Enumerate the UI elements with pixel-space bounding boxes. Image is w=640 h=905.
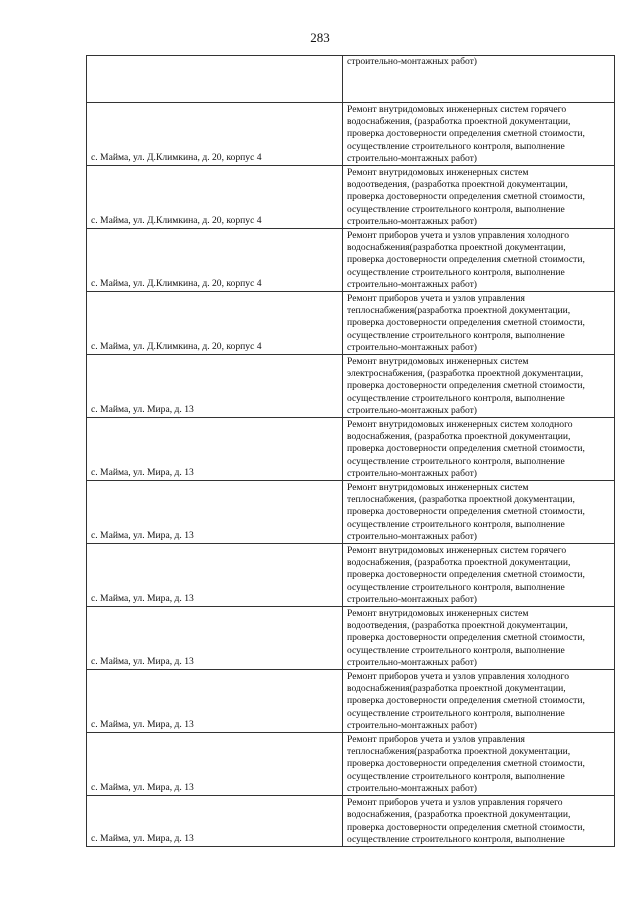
work-description-line: водоснабжения(разработка проектной документации, — [347, 683, 566, 695]
work-description-line: Ремонт внутридомовых инженерных систем — [347, 607, 529, 619]
table-row — [87, 292, 615, 355]
work-description-line: проверка достоверности определения сметной стоимости, — [347, 632, 585, 644]
work-description-line: осуществление строительного контроля, выполнение — [347, 140, 565, 152]
work-description-line: осуществление строительного контроля, выполнение — [347, 644, 565, 656]
work-description-line: строительно-монтажных работ) — [347, 404, 478, 416]
work-description-line: строительно-монтажных работ) — [347, 719, 478, 731]
table-row — [87, 733, 615, 796]
work-description-line: Ремонт приборов учета и узлов управления — [347, 292, 525, 304]
work-description-line: осуществление строительного контроля, выполнение — [347, 203, 565, 215]
work-description-line: Ремонт внутридомовых инженерных систем горячего — [347, 103, 567, 115]
table-row — [87, 481, 615, 544]
address-cell: с. Майма, ул. Д.Климкина, д. 20, корпус 4 — [87, 292, 343, 355]
work-description-line: электроснабжения, (разработка проектной документации, — [347, 368, 584, 380]
table-row — [87, 418, 615, 481]
address-cell: с. Майма, ул. Мира, д. 13 — [87, 418, 343, 481]
work-description-line: проверка достоверности определения сметной стоимости, — [347, 254, 585, 266]
works-table — [86, 55, 615, 847]
work-description-cell — [343, 670, 615, 733]
work-description-line: осуществление строительного контроля, выполнение — [347, 770, 565, 782]
work-description-cell — [343, 292, 615, 355]
work-description-line: теплоснабжения(разработка проектной документации, — [347, 746, 571, 758]
work-description-cell — [343, 103, 615, 166]
address-cell: с. Майма, ул. Мира, д. 13 — [87, 355, 343, 418]
page-number: 283 — [310, 30, 330, 45]
work-description-line: проверка достоверности определения сметной стоимости, — [347, 191, 585, 203]
work-description-line: строительно-монтажных работ) — [347, 530, 478, 542]
work-description-cell — [343, 607, 615, 670]
work-description-line: Ремонт приборов учета и узлов управления — [347, 733, 525, 745]
table-row — [87, 166, 615, 229]
work-description-line: осуществление строительного контроля, выполнение — [347, 833, 565, 845]
work-description-line: строительно-монтажных работ) — [347, 341, 478, 353]
address-cell: с. Майма, ул. Мира, д. 13 — [87, 607, 343, 670]
work-description-line: Ремонт приборов учета и узлов управления холодного — [347, 229, 570, 241]
work-description-line: строительно-монтажных работ) — [347, 593, 478, 605]
work-description-line: строительно-монтажных работ) — [347, 782, 478, 794]
work-description-line: строительно-монтажных работ) — [347, 467, 478, 479]
work-description-line: водоснабжения, (разработка проектной документации, — [347, 116, 571, 128]
work-description-cell — [343, 418, 615, 481]
work-description-line: осуществление строительного контроля, выполнение — [347, 392, 565, 404]
table-row — [87, 103, 615, 166]
work-description-line: проверка достоверности определения сметной стоимости, — [347, 695, 585, 707]
address-cell — [87, 56, 343, 103]
work-description-line: водоснабжения, (разработка проектной документации, — [347, 809, 571, 821]
work-description-line: проверка достоверности определения сметной стоимости, — [347, 569, 585, 581]
work-description-line: осуществление строительного контроля, выполнение — [347, 707, 565, 719]
work-description-line: теплоснабжения, (разработка проектной документации, — [347, 494, 575, 506]
address-cell: с. Майма, ул. Д.Климкина, д. 20, корпус 4 — [87, 229, 343, 292]
address-cell: с. Майма, ул. Д.Климкина, д. 20, корпус 4 — [87, 166, 343, 229]
work-description-line: проверка достоверности определения сметной стоимости, — [347, 380, 585, 392]
work-description-line: осуществление строительного контроля, выполнение — [347, 581, 565, 593]
work-description-line: теплоснабжения(разработка проектной документации, — [347, 305, 571, 317]
work-description-line: осуществление строительного контроля, выполнение — [347, 329, 565, 341]
work-description-line: водоотведения, (разработка проектной документации, — [347, 620, 568, 632]
work-description-line: проверка достоверности определения сметной стоимости, — [347, 443, 585, 455]
address-cell: с. Майма, ул. Д.Климкина, д. 20, корпус 4 — [87, 103, 343, 166]
work-description-cell — [343, 166, 615, 229]
address-cell: с. Майма, ул. Мира, д. 13 — [87, 796, 343, 847]
work-description-line: Ремонт внутридомовых инженерных систем — [347, 355, 529, 367]
work-description-line: проверка достоверности определения сметной стоимости, — [347, 758, 585, 770]
work-description-cell — [343, 796, 615, 847]
address-cell: с. Майма, ул. Мира, д. 13 — [87, 544, 343, 607]
work-description-line: Ремонт приборов учета и узлов управления горячего — [347, 797, 563, 809]
work-description-line: строительно-монтажных работ) — [347, 656, 478, 668]
work-description-line: осуществление строительного контроля, выполнение — [347, 518, 565, 530]
work-description-line: проверка достоверности определения сметной стоимости, — [347, 317, 585, 329]
work-description-line: строительно-монтажных работ) — [347, 56, 478, 67]
work-description-line: Ремонт внутридомовых инженерных систем — [347, 481, 529, 493]
table-row — [87, 56, 615, 103]
work-description-line: водоотведения, (разработка проектной документации, — [347, 179, 568, 191]
work-description-line: Ремонт внутридомовых инженерных систем холодного — [347, 418, 573, 430]
table-row — [87, 544, 615, 607]
table-row — [87, 607, 615, 670]
work-description-cell — [343, 544, 615, 607]
work-description-cell — [343, 355, 615, 418]
work-description-line: проверка достоверности определения сметной стоимости, — [347, 506, 585, 518]
address-cell: с. Майма, ул. Мира, д. 13 — [87, 670, 343, 733]
work-description-cell — [343, 56, 615, 103]
table-row — [87, 796, 615, 847]
table-row — [87, 355, 615, 418]
work-description-line: водоснабжения(разработка проектной документации, — [347, 242, 566, 254]
work-description-line: строительно-монтажных работ) — [347, 152, 478, 164]
work-description-cell — [343, 229, 615, 292]
work-description-line: проверка достоверности определения сметной стоимости, — [347, 821, 585, 833]
work-description-line: Ремонт приборов учета и узлов управления холодного — [347, 670, 570, 682]
work-description-line: проверка достоверности определения сметной стоимости, — [347, 128, 585, 140]
address-cell: с. Майма, ул. Мира, д. 13 — [87, 481, 343, 544]
work-description-line: водоснабжения, (разработка проектной документации, — [347, 557, 571, 569]
work-description-line: водоснабжения, (разработка проектной документации, — [347, 431, 571, 443]
works-table-body — [87, 56, 615, 847]
work-description-line: Ремонт внутридомовых инженерных систем — [347, 166, 529, 178]
work-description-cell — [343, 733, 615, 796]
work-description-line: строительно-монтажных работ) — [347, 278, 478, 290]
address-cell: с. Майма, ул. Мира, д. 13 — [87, 733, 343, 796]
table-row — [87, 670, 615, 733]
work-description-line: Ремонт внутридомовых инженерных систем горячего — [347, 544, 567, 556]
work-description-line: осуществление строительного контроля, выполнение — [347, 455, 565, 467]
table-row — [87, 229, 615, 292]
work-description-line: строительно-монтажных работ) — [347, 215, 478, 227]
work-description-line: осуществление строительного контроля, выполнение — [347, 266, 565, 278]
work-description-cell — [343, 481, 615, 544]
